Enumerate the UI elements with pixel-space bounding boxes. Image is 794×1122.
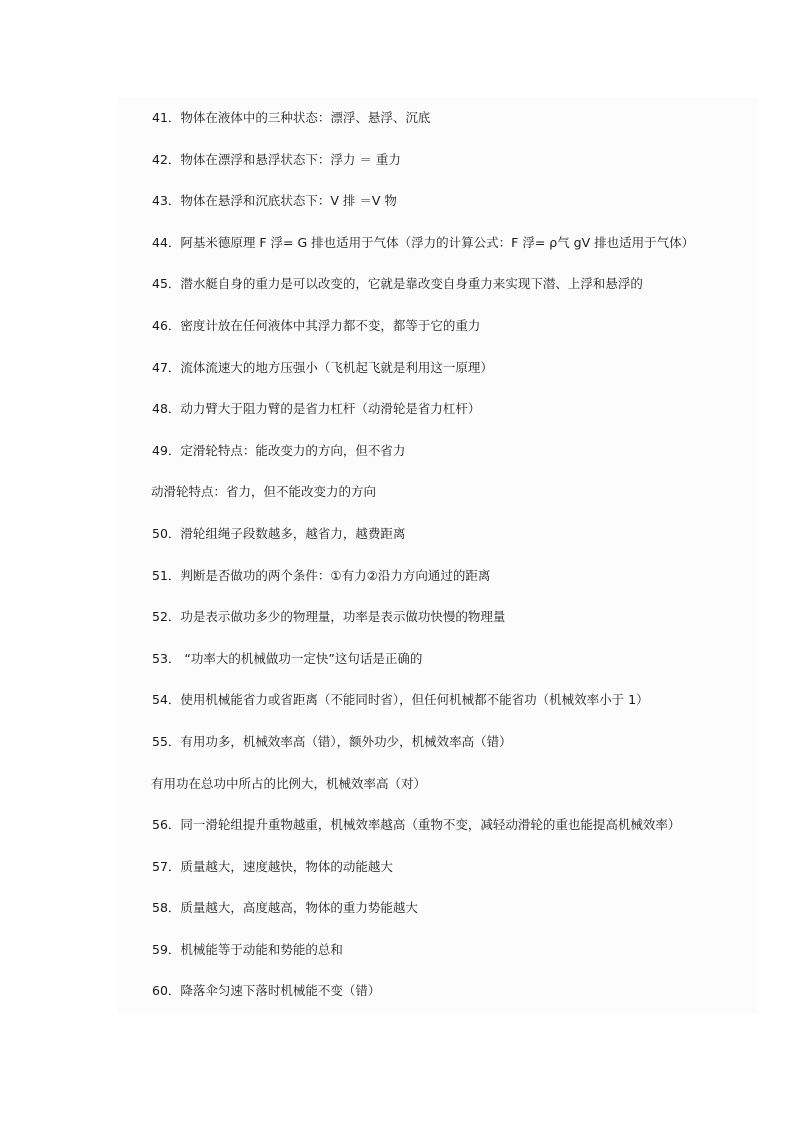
list-item: 42．物体在漂浮和悬浮状态下：浮力 ＝ 重力 — [152, 151, 401, 167]
physics-notes-list — [152, 108, 792, 1023]
list-item: 55．有用功多，机械效率高（错），额外功少，机械效率高（错） — [152, 733, 512, 749]
list-item: 45．潜水艇自身的重力是可以改变的，它就是靠改变自身重力来实现下潜、上浮和悬浮的 — [152, 276, 643, 292]
list-item: 41．物体在液体中的三种状态：漂浮、悬浮、沉底 — [152, 110, 431, 125]
list-item: 51．判断是否做功的两个条件：①有力②沿力方向通过的距离 — [152, 567, 491, 583]
list-item: 动滑轮特点：省力，但不能改变力的方向 — [151, 484, 377, 500]
list-item: 59．机械能等于动能和势能的总和 — [152, 941, 343, 957]
list-item: 有用功在总功中所占的比例大，机械效率高（对） — [151, 775, 427, 791]
list-item: 54．使用机械能省力或省距离（不能同时省），但任何机械都不能省功（机械效率小于 1） — [152, 692, 649, 708]
list-item: 60．降落伞匀速下落时机械能不变（错） — [152, 983, 381, 999]
list-item: 53． “功率大的机械做功一定快”这句话是正确的 — [152, 650, 423, 666]
list-item: 44．阿基米德原理 F 浮= G 排也适用于气体（浮力的计算公式：F 浮= ρ气 gV 排也适用于气体） — [152, 234, 695, 250]
list-item: 49．定滑轮特点：能改变力的方向，但不省力 — [152, 442, 406, 458]
list-item: 48．动力臂大于阻力臂的是省力杠杆（动滑轮是省力杠杆） — [152, 401, 481, 417]
list-item: 50．滑轮组绳子段数越多，越省力，越费距离 — [152, 525, 406, 541]
list-item: 58．质量越大，高度越高，物体的重力势能越大 — [152, 900, 418, 916]
list-item: 57．质量越大，速度越快，物体的动能越大 — [152, 858, 393, 874]
list-item: 46．密度计放在任何液体中其浮力都不变，都等于它的重力 — [152, 317, 481, 333]
list-item: 47．流体流速大的地方压强小（飞机起飞就是利用这一原理） — [152, 359, 493, 375]
list-item: 56．同一滑轮组提升重物越重，机械效率越高（重物不变，减轻动滑轮的重也能提高机械效率） — [152, 817, 681, 833]
list-item: 43．物体在悬浮和沉底状态下：V 排 ＝V 物 — [152, 193, 397, 209]
list-item: 52．功是表示做功多少的物理量，功率是表示做功快慢的物理量 — [152, 609, 506, 625]
